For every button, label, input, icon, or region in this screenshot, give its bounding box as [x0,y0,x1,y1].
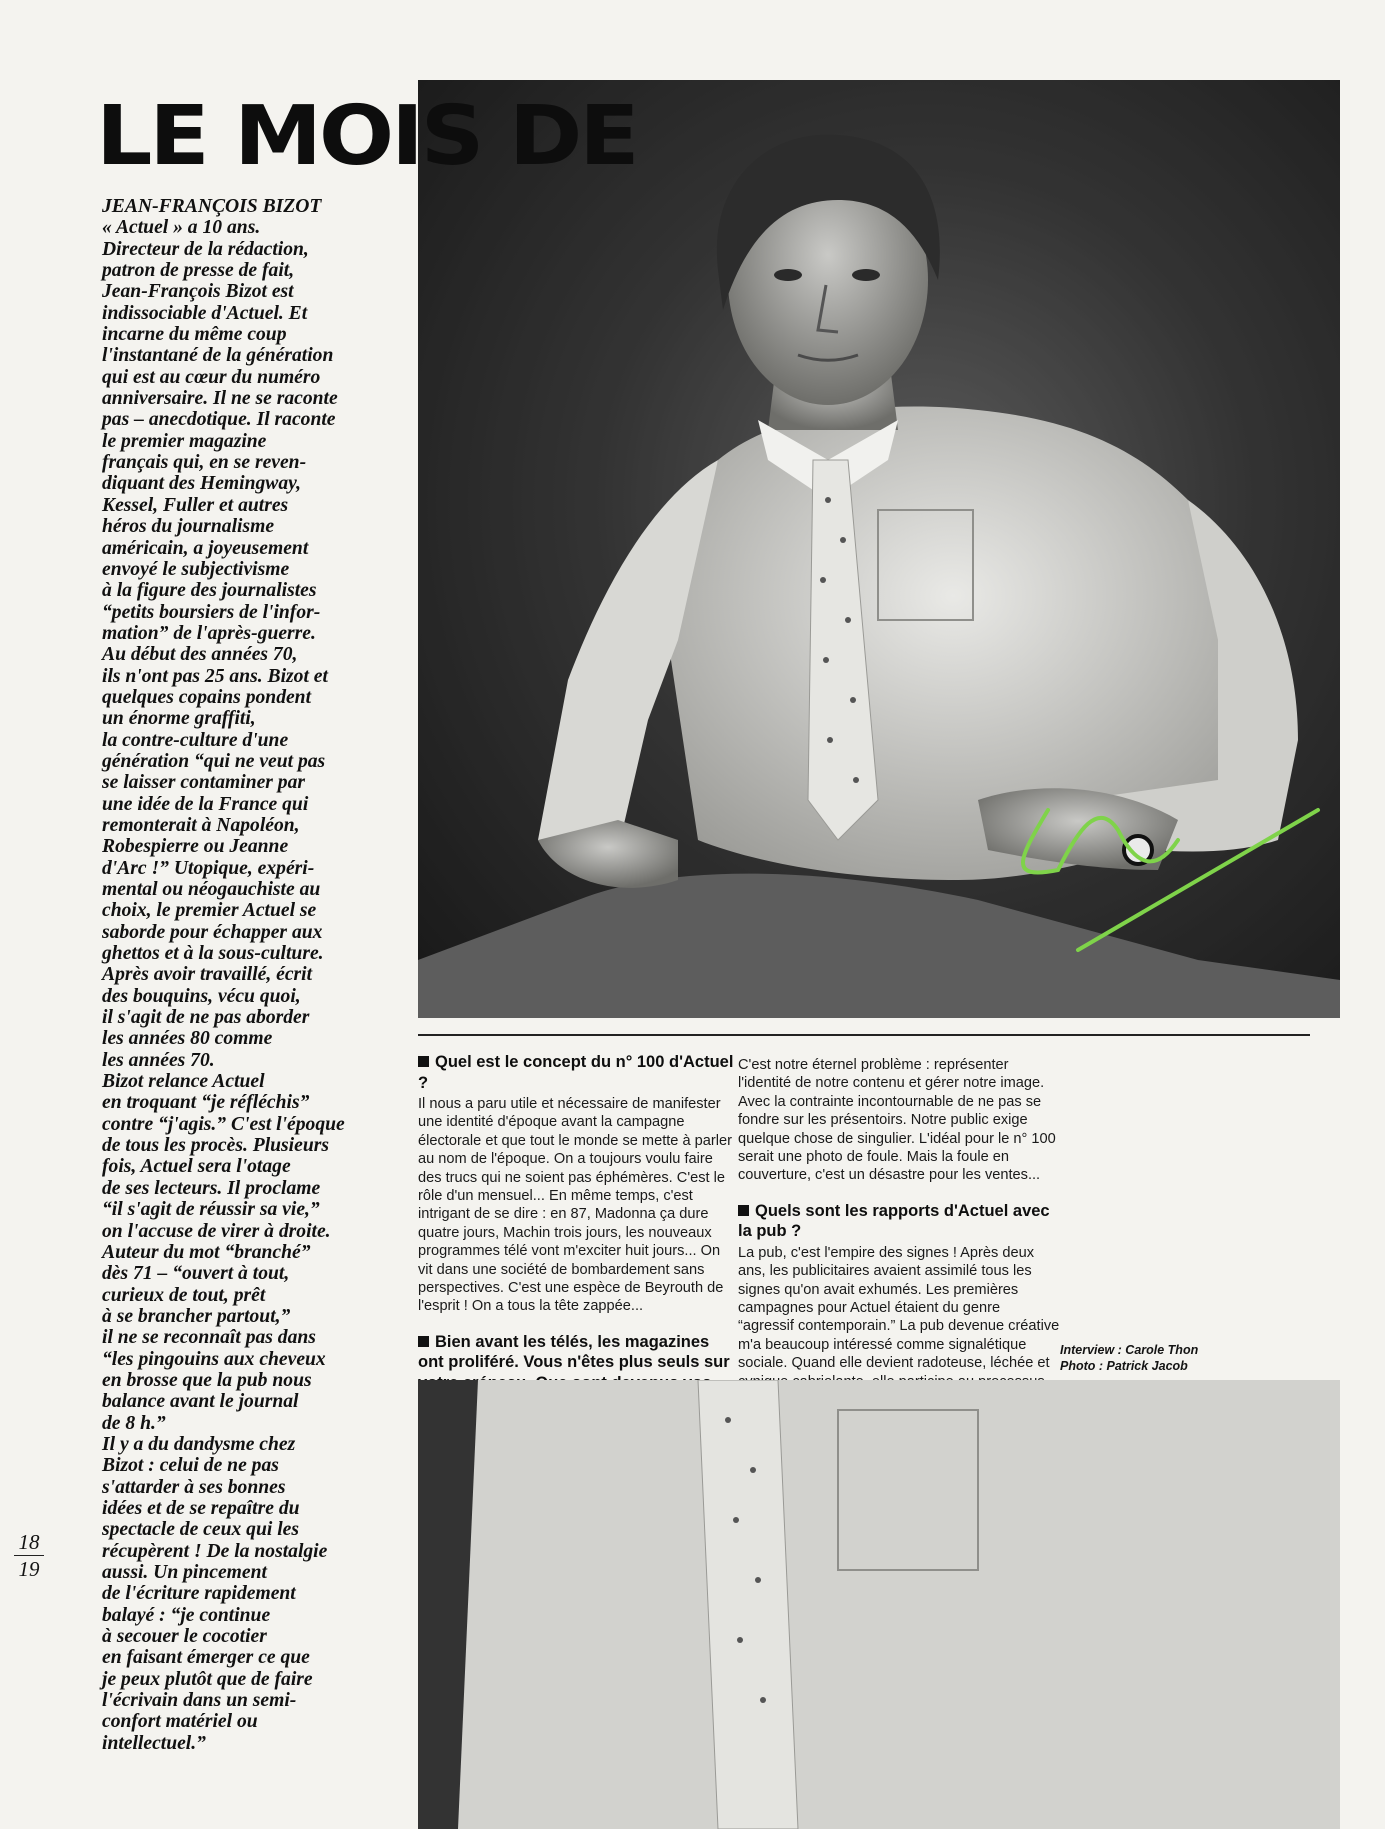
intro-line: fois, Actuel sera l'otage [102,1156,291,1178]
intro-line: à secouer le cocotier [102,1626,267,1648]
intro-line: je peux plutôt que de faire [102,1668,313,1690]
intro-line: les années 80 comme [102,1028,273,1050]
intro-line: idées et de se repaître du [102,1497,300,1519]
photo-credits [1060,1342,1198,1374]
intro-line: intellectuel.” [102,1732,206,1754]
answer: Il nous a paru utile et nécessaire de manifester une identité d'époque avant la campagne électorale et que tout le monde se mette à parler au nom de l'époque. On a toujours voulu faire des trucs qui ne soient pas éphémères. C'est le rôle d'un mensuel... En même temps, c'est intrigant de se dire : en 87, Madonna ça dure quatre jours, Machin trois jours, les nouveaux programmes télé vont m'exciter huit jours... On vit dans une société de bombardement sans perspectives. C'est une espèce de Beyrouth de l'esprit ! On a tous la tête zappée... [418,1096,732,1315]
intro-line: la contre-culture d'une [102,729,289,751]
intro-line: Kessel, Fuller et autres [102,494,289,516]
folio-right: 19 [18,1557,40,1581]
intro-line: héros du journalisme [102,516,275,538]
intro-line: saborde pour échapper aux [102,921,323,943]
intro-line: en faisant émerger ce que [102,1647,310,1669]
intro-line: mation” de l'après-guerre. [102,622,316,644]
interview-credit: Interview : Carole Thon [1060,1343,1199,1357]
intro-line: il s'agit de ne pas aborder [102,1007,310,1029]
intro-line: pas – anecdotique. Il raconte [102,409,336,431]
intro-line: américain, a joyeusement [102,537,309,559]
answer: C'est notre éternel problème : représenter l'identité de notre contenu et gérer notre image. Avec la contrainte incontournable de ne pas se fondre sur les présentoirs. Notre public exige quelque chose de singulier. L'idéal pour le n° 100 serait une photo de foule. Mais la foule en couverture, c'est un désastre pour les ventes... [738,1057,1056,1184]
intro-line: Jean-François Bizot est [102,281,294,303]
intro-line: il ne se reconnaît pas dans [102,1327,316,1349]
intro-line: l'instantané de la génération [102,345,334,367]
intro-line: s'attarder à ses bonnes [102,1476,286,1498]
intro-line: Directeur de la rédaction, [102,238,309,260]
section-divider [418,1034,1310,1036]
intro-line: qui est au cœur du numéro [102,366,321,388]
intro-line: “il s'agit de réussir sa vie,” [102,1199,320,1221]
page-folio [14,1530,44,1581]
portrait-photo [418,80,1340,1018]
intro-line: “les pingouins aux cheveux [102,1348,326,1370]
intro-line: Auteur du mot “branché” [102,1241,311,1263]
intro-text [102,196,408,1754]
intro-line: d'Arc !” Utopique, expéri- [102,857,315,879]
intro-line: balayé : “je continue [102,1604,271,1626]
page-title: LE MOIS DE [96,89,637,184]
intro-line: choix, le premier Actuel se [102,900,317,922]
intro-line: patron de presse de fait, [102,260,295,282]
secondary-illustration [418,1380,1340,1829]
intro-line: l'écrivain dans un semi- [102,1690,297,1712]
intro-line: spectacle de ceux qui les [102,1519,299,1541]
intro-line: se laisser contaminer par [102,772,306,794]
intro-line: Au début des années 70, [102,644,298,666]
secondary-photo [418,1380,1340,1829]
intro-line: envoyé le subjectivisme [102,558,290,580]
intro-line: à se brancher partout,” [102,1305,291,1327]
portrait-illustration [418,80,1340,1018]
intro-line: contre “j'agis.” C'est l'époque [102,1113,345,1135]
intro-line: balance avant le journal [102,1391,299,1413]
intro-line: génération “qui ne veut pas [102,750,326,772]
answer: La pub, c'est l'empire des signes ! Après deux ans, les publicitaires avaient assimilé tous les signes qu'on avait exhumés. Les premières campagnes pour Actuel étaient du genre “agressif contemporain.” La pub devenue créative m'a beaucoup intéressé comme signalétique sociale. Quand elle devient radoteuse, léchée et [738,1244,1060,1372]
intro-line: ghettos et à la sous-culture. [102,943,324,965]
intro-line: français qui, en se reven- [102,452,307,474]
intro-line: ils n'ont pas 25 ans. Bizot et [102,665,328,687]
intro-line: on l'accuse de virer à droite. [102,1220,331,1242]
intro-line: Après avoir travaillé, écrit [102,964,313,986]
intro-line: “petits boursiers de l'infor- [102,601,321,623]
question: Quel est le concept du n° 100 d'Actuel ? [418,1053,734,1092]
intro-line: des bouquins, vécu quoi, [102,985,301,1007]
intro-line: « Actuel » a 10 ans. [102,217,261,239]
intro-line: le premier magazine [102,430,267,452]
folio-left: 18 [18,1530,40,1554]
intro-line: Il y a du dandysme chez [102,1433,296,1455]
intro-line: dès 71 – “ouvert à tout, [102,1263,290,1285]
intro-line: remonterait à Napoléon, [102,814,300,836]
question: Bien avant les télés, les magazines ont proliféré. Vous n'êtes plus seuls sur [418,1332,730,1372]
intro-line: quelques copains pondent [102,686,312,708]
intro-line: Bizot : celui de ne pas [102,1455,279,1477]
intro-line: incarne du même coup [102,324,287,346]
intro-line: aussi. Un pincement [102,1562,267,1583]
intro-line: curieux de tout, prêt [102,1284,266,1306]
intro-line: les années 70. [102,1049,215,1071]
intro-line: un énorme graffiti, [102,708,256,730]
intro-line: de tous les procès. Plusieurs [102,1135,329,1157]
intro-line: Bizot relance Actuel [102,1071,265,1093]
intro-line: anniversaire. Il ne se raconte [102,388,338,410]
photo-credit: Photo : Patrick Jacob [1060,1359,1188,1373]
intro-line: indissociable d'Actuel. Et [102,302,308,324]
intro-line: récupèrent ! De la nostalgie [102,1540,328,1562]
intro-line: JEAN-FRANÇOIS BIZOT [102,196,322,217]
intro-line: une idée de la France qui [102,793,309,815]
intro-line: Robespierre ou Jeanne [102,836,289,858]
intro-line: de 8 h.” [102,1412,166,1434]
intro-line: en brosse que la pub nous [102,1369,312,1391]
intro-line: de l'écriture rapidement [102,1583,296,1605]
intro-line: à la figure des journalistes [102,580,317,602]
intro-line: diquant des Hemingway, [102,473,302,495]
intro-line: mental ou néogauchiste au [102,879,321,900]
intro-line: de ses lecteurs. Il proclame [102,1177,321,1199]
question: Quels sont les rapports d'Actuel avec la pub ? [738,1201,1050,1241]
intro-line: en troquant “je réfléchis” [102,1092,310,1114]
intro-line: confort matériel ou [102,1711,258,1733]
